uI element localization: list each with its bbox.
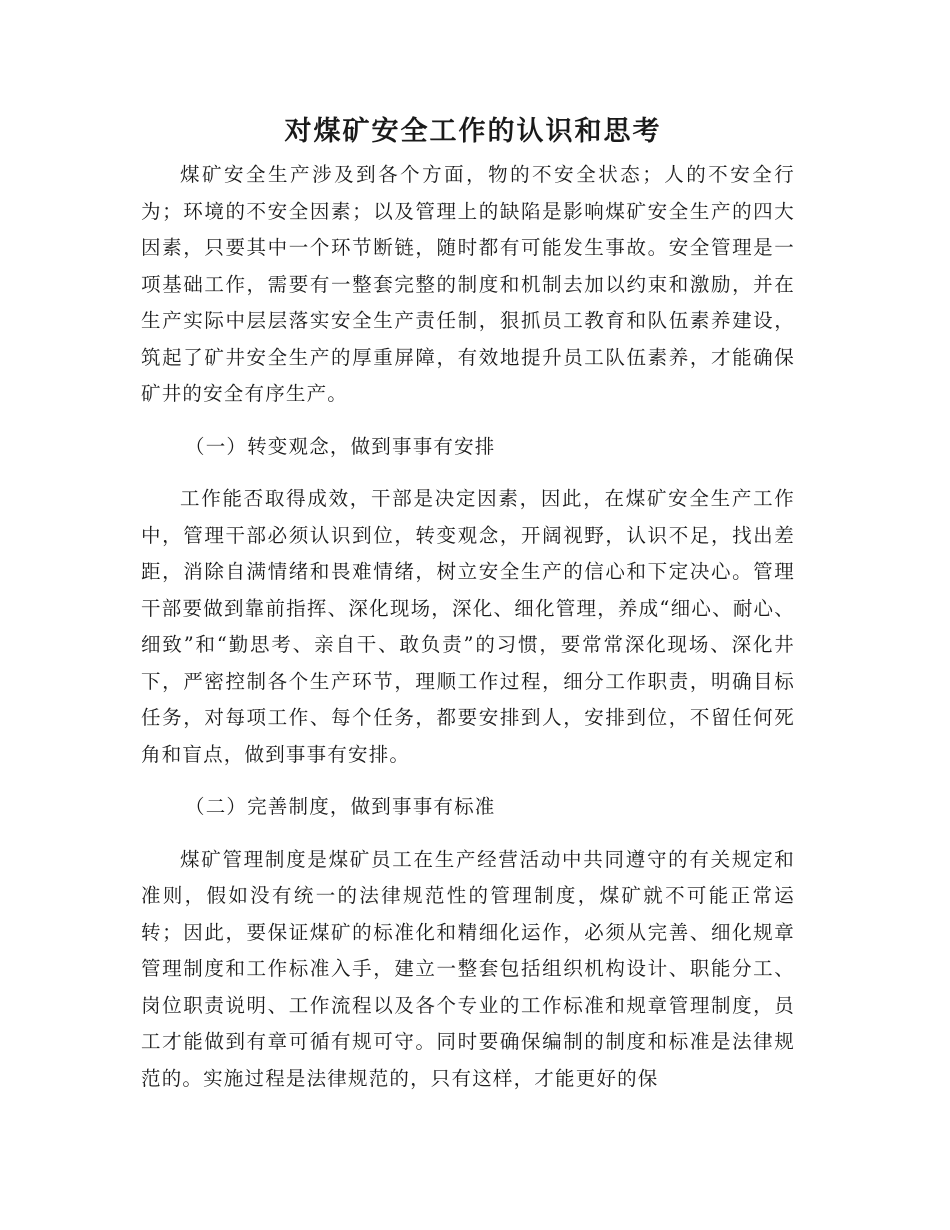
document-content bbox=[141, 112, 795, 1097]
section-2-heading: （二）完善制度，做到事事有标准 bbox=[185, 795, 496, 818]
document-title: 对煤矿安全工作的认识和思考 bbox=[284, 116, 662, 147]
section-1-heading: （一）转变观念，做到事事有安排 bbox=[185, 434, 496, 458]
section-1-body: 工作能否取得成效，干部是决定因素，因此，在煤矿安全生产工作中，管理干部必须认识到位，转变观念，开阔视野，认识不足，找出差距，消除自满情绪和畏难情绪，树立安全生产的信心和下定决心。管理干部要做到靠前指挥、深化现场，深化、细化管理，养成“细心、耐心、细致”和“勤思考、亲自干、敢负责”的习惯，要常常深化现场、深化井下，严密控制各个生产环节，理顺工作过程，细分工作职责，明确目标任务，对每项工作、每个任务，都要安排到人，安排到位，不留任何死角和盲点，做到事事有安排。 bbox=[141, 487, 795, 766]
intro-paragraph: 煤矿安全生产涉及到各个方面，物的不安全状态；人的不安全行为；环境的不安全因素；以及管理上的缺陷是影响煤矿安全生产的四大因素，只要其中一个环节断链，随时都有可能发生事故。安全管理是一项基础工作，需要有一整套完整的制度和机制去加以约束和激励，并在生产实际中层层落实安全生产责任制，狠抓员工教育和队伍素养建设，筑起了矿井安全生产的厚重屏障，有效地提升员工队伍素养，才能确保矿井的安全有序生产。 bbox=[141, 163, 795, 405]
section-2-body: 煤矿管理制度是煤矿员工在生产经营活动中共同遵守的有关规定和准则，假如没有统一的法律规范性的管理制度，煤矿就不可能正常运转；因此，要保证煤矿的标准化和精细化运作，必须从完善、细化规章管理制度和工作标准入手，建立一整套包括组织机构设计、职能分工、岗位职责说明、工作流程以及各个专业的工作标准和规章管理制度，员工才能做到有章可循有规可守。同时要确保编制的制度和标准是法律规范的。实施过程是法律规范的，只有这样，才能更好的保 bbox=[141, 847, 795, 1090]
